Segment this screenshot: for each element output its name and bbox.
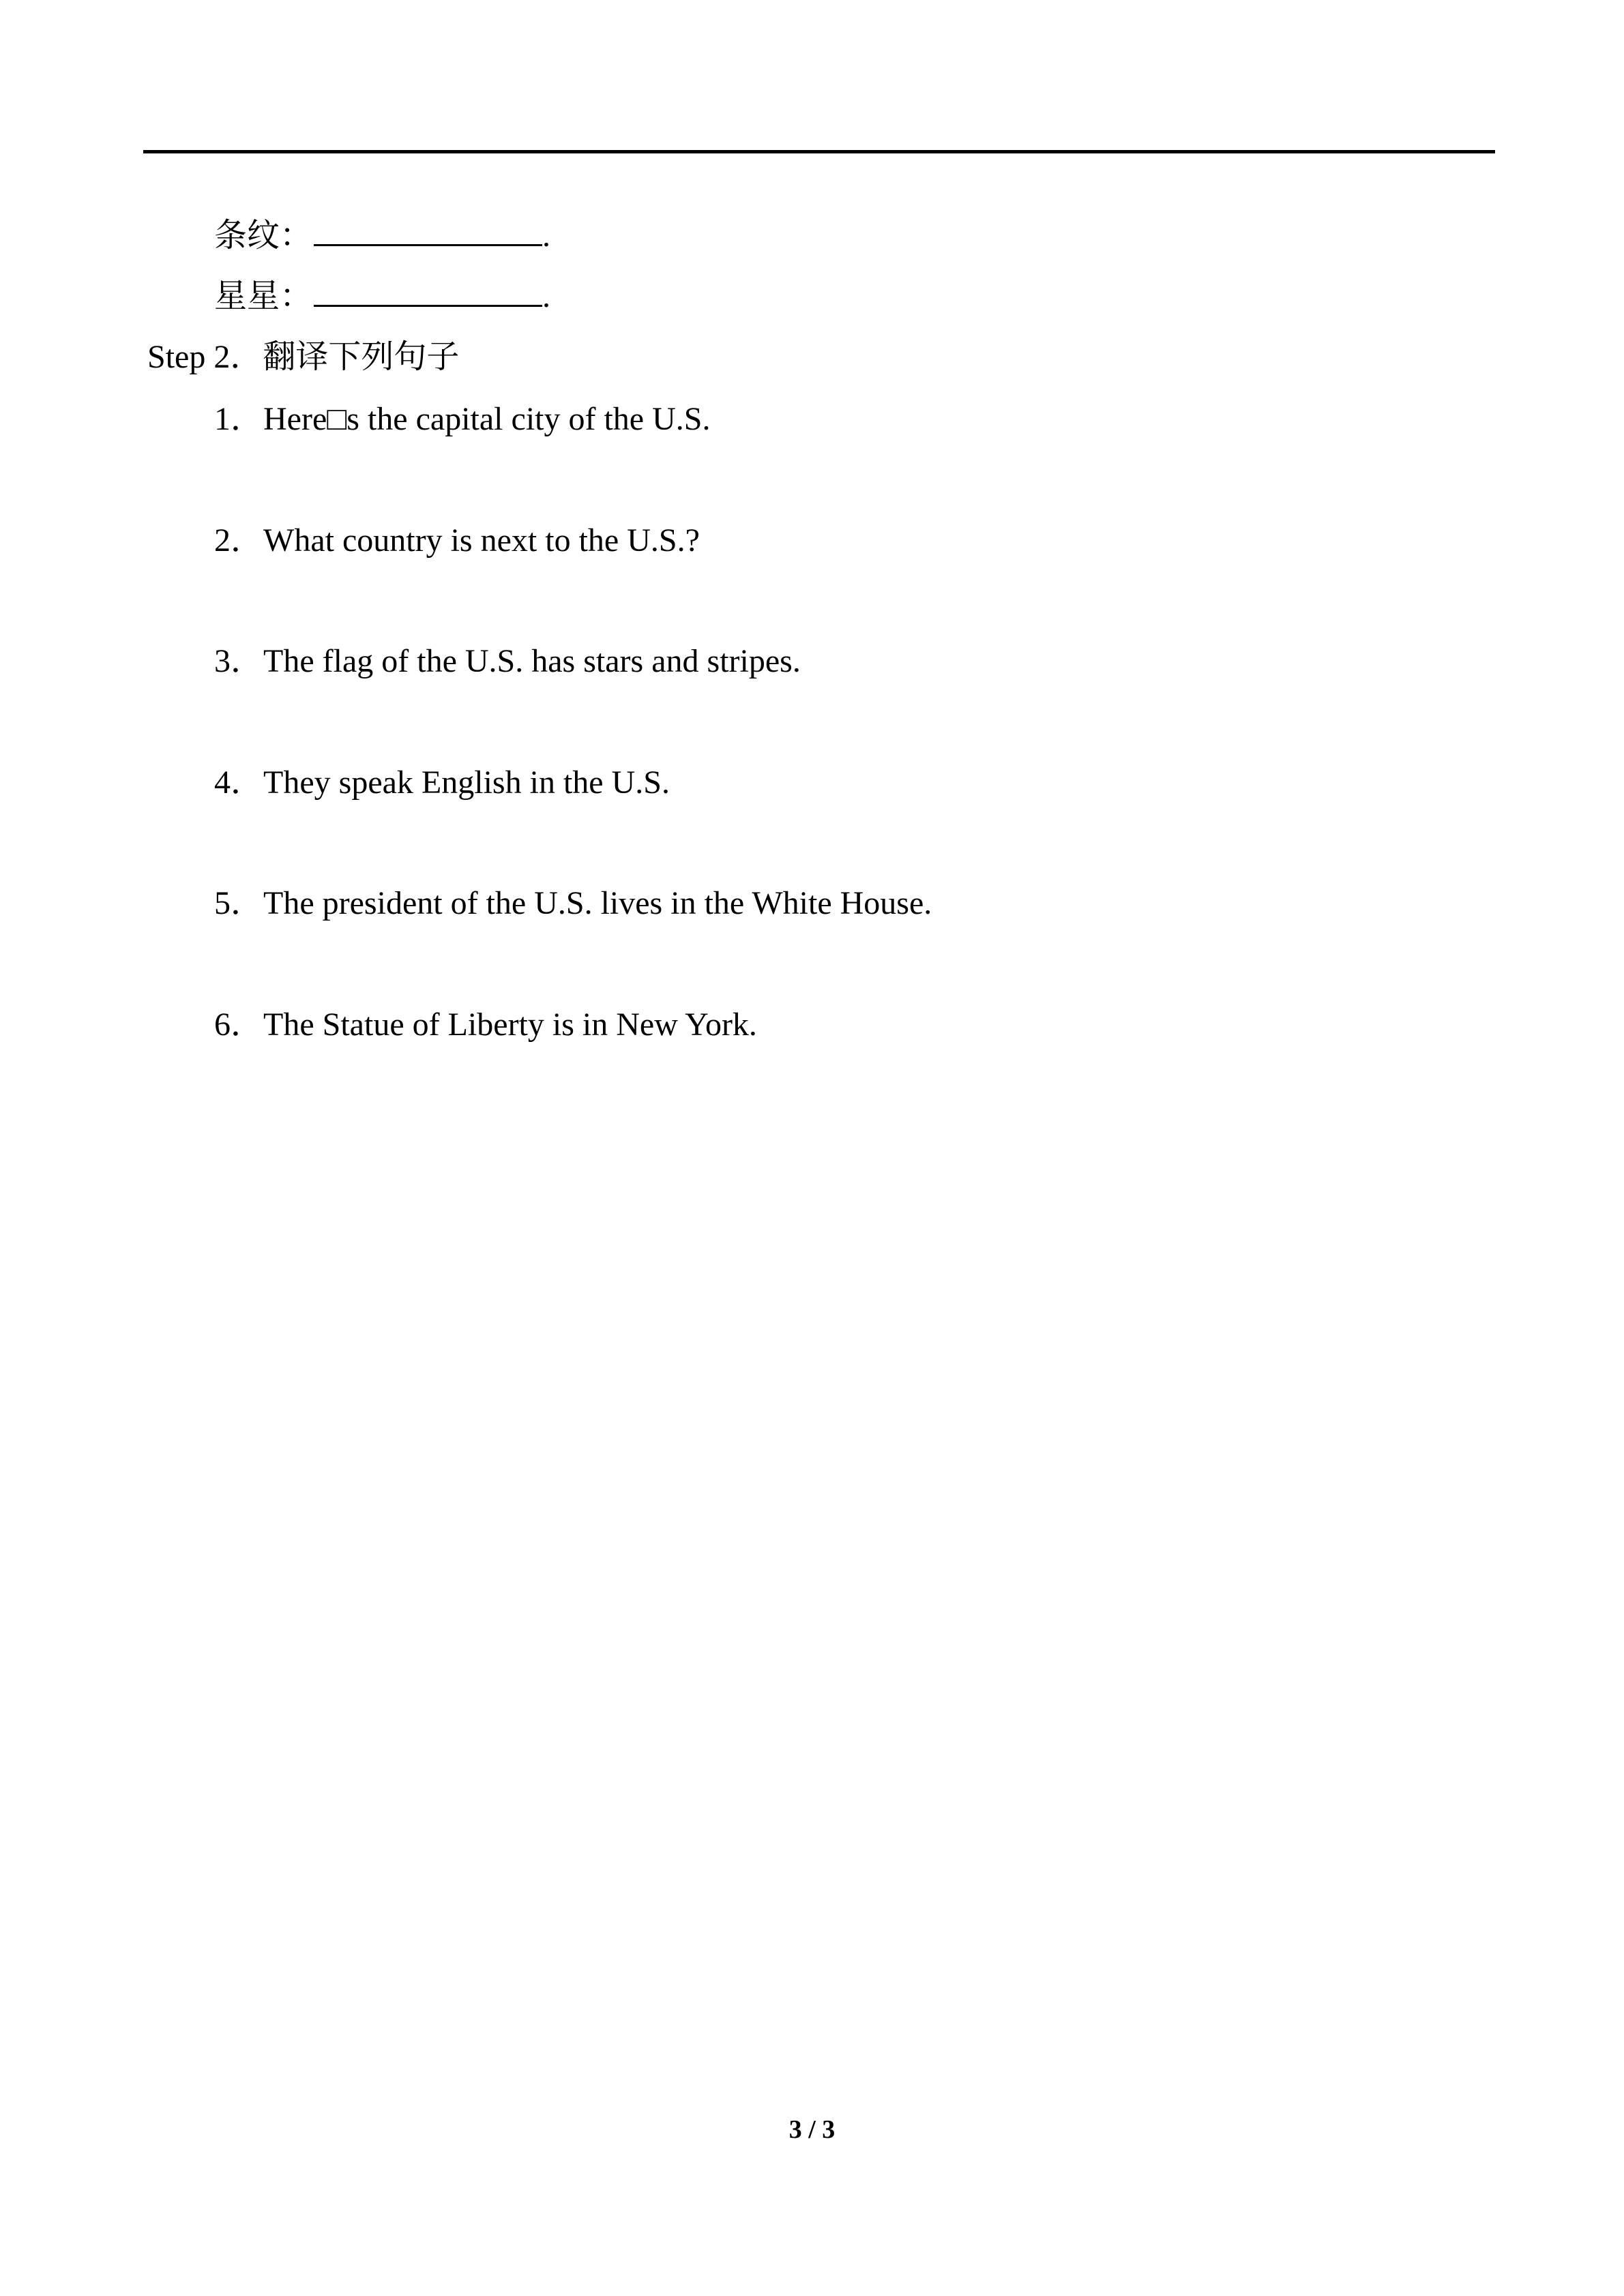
vocab-stripes-line [214,215,550,256]
sentence-6 [214,1004,757,1045]
sentence-text: The Statue of Liberty is in New York. [263,1007,757,1043]
answer-blank-stars [314,278,542,307]
sentence-number: 3． [214,643,264,679]
sentence-text: The president of the U.S. lives in the White House. [263,885,932,921]
sentence-text: The flag of the U.S. has stars and stripes. [263,643,801,679]
sentence-text: Here□s the capital city of the U.S. [263,401,711,437]
vocab-stars-line [214,276,550,317]
sentence-number: 1． [214,401,264,437]
sentence-text: They speak English in the U.S. [263,764,670,801]
sentence-2 [214,520,700,561]
sentence-number: 5． [214,885,264,921]
sentence-number: 6． [214,1007,264,1043]
vocab-stars-label: 星星： [214,278,313,314]
page-number: 3 / 3 [788,2115,836,2144]
vocab-stripes-label: 条纹： [214,218,313,254]
header-rule [143,150,1495,153]
vocab-stars-period: . [542,278,551,314]
vocab-stripes-period: . [542,218,551,254]
sentence-number: 2． [214,522,264,558]
answer-blank-stripes [314,217,542,246]
sentence-number: 4． [214,764,264,801]
sentence-1 [214,399,710,440]
sentence-4 [214,762,670,803]
sentence-3 [214,641,801,682]
sentence-text: What country is next to the U.S.? [263,522,700,558]
step2-heading: Step 2．翻译下列句子 [147,339,460,375]
sentence-5 [214,883,932,924]
